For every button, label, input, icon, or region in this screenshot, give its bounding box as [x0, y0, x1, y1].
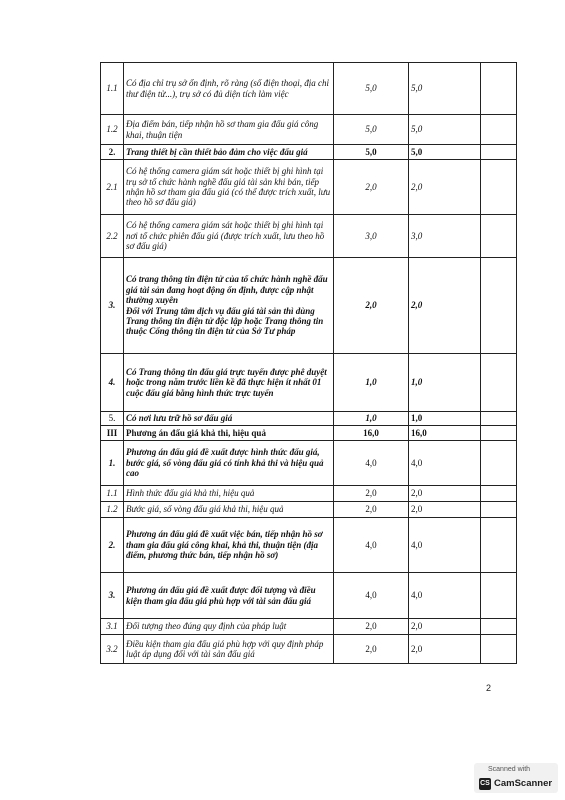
row-number: 2. [101, 518, 124, 573]
table-row [101, 354, 517, 412]
table-row [101, 145, 517, 160]
watermark-brand: CamScanner [494, 778, 553, 789]
table-row [101, 486, 517, 502]
row-number: 3. [101, 258, 124, 354]
blank-cell [481, 354, 517, 412]
given-score: 3,0 [409, 215, 481, 258]
blank-cell [481, 426, 517, 441]
blank-cell [481, 619, 517, 635]
criterion-text: Trang thiết bị cần thiết bảo đảm cho việc đấu giá [124, 145, 334, 160]
given-score: 4,0 [409, 441, 481, 486]
max-score: 4,0 [334, 441, 409, 486]
scoring-table [100, 62, 517, 664]
row-number: III [101, 426, 124, 441]
criterion-text: Điều kiện tham gia đấu giá phù hợp với quy định pháp luật áp dụng đối với tài sản đấu giá [124, 635, 334, 664]
blank-cell [481, 412, 517, 426]
max-score: 2,0 [334, 258, 409, 354]
given-score: 1,0 [409, 412, 481, 426]
watermark-caption: Scanned with [488, 766, 531, 773]
max-score: 1,0 [334, 412, 409, 426]
row-number: 2. [101, 145, 124, 160]
given-score: 5,0 [409, 63, 481, 115]
max-score: 2,0 [334, 619, 409, 635]
max-score: 5,0 [334, 115, 409, 145]
criterion-text: Có nơi lưu trữ hồ sơ đấu giá [124, 412, 334, 426]
criterion-text: Có hệ thống camera giám sát hoặc thiết bị ghi hình tại nơi tổ chức phiên đấu giá (được trích xuất, lưu theo hồ sơ đấu giá) [124, 215, 334, 258]
criterion-text: Có Trang thông tin đấu giá trực tuyến được phê duyệt hoặc trong năm trước liền kề đã thực hiện ít nhất 01 cuộc đấu giá bằng hình thức trực tuyến [124, 354, 334, 412]
blank-cell [481, 441, 517, 486]
given-score: 2,0 [409, 502, 481, 518]
row-number: 3.2 [101, 635, 124, 664]
table-row [101, 215, 517, 258]
table-row [101, 115, 517, 145]
blank-cell [481, 486, 517, 502]
row-number: 1.2 [101, 502, 124, 518]
given-score: 16,0 [409, 426, 481, 441]
max-score: 1,0 [334, 354, 409, 412]
table-row [101, 518, 517, 573]
criterion-text: Đối tượng theo đúng quy định của pháp luật [124, 619, 334, 635]
max-score: 2,0 [334, 160, 409, 215]
row-number: 3. [101, 573, 124, 619]
given-score: 4,0 [409, 518, 481, 573]
given-score: 5,0 [409, 145, 481, 160]
table-row [101, 63, 517, 115]
criterion-text: Phương án đấu giá đề xuất được đối tượng và điều kiện tham gia đấu giá phù hợp với tài sản đấu giá [124, 573, 334, 619]
criterion-text: Hình thức đấu giá khả thi, hiệu quả [124, 486, 334, 502]
row-number: 2.2 [101, 215, 124, 258]
given-score: 4,0 [409, 573, 481, 619]
page-number: 2 [486, 683, 492, 693]
given-score: 2,0 [409, 619, 481, 635]
max-score: 2,0 [334, 486, 409, 502]
table-row [101, 160, 517, 215]
blank-cell [481, 115, 517, 145]
criterion-text: Phương án đấu giá đề xuất việc bán, tiếp nhận hồ sơ tham gia đấu giá công khai, khả thi, thuận tiện (địa điểm, phương thức bán, tiếp nhận hồ sơ) [124, 518, 334, 573]
max-score: 2,0 [334, 502, 409, 518]
criterion-text-note: Đối với Trung tâm dịch vụ đấu giá tài sản thì dùng Trang thông tin điện tử độc lập hoặc Trang thông tin thuộc Cổng thông tin điện tử của Sở Tư pháp [126, 305, 324, 337]
blank-cell [481, 502, 517, 518]
max-score: 5,0 [334, 145, 409, 160]
max-score: 4,0 [334, 573, 409, 619]
blank-cell [481, 518, 517, 573]
table-row [101, 619, 517, 635]
max-score: 4,0 [334, 518, 409, 573]
row-number: 2.1 [101, 160, 124, 215]
blank-cell [481, 63, 517, 115]
table-row [101, 412, 517, 426]
table-row [101, 441, 517, 486]
criterion-text [124, 258, 334, 354]
criterion-text: Phương án đấu giá khả thi, hiệu quả [124, 426, 334, 441]
table-row [101, 635, 517, 664]
criterion-text-main: Có trang thông tin điện tử của tổ chức hành nghề đấu giá tài sản đang hoạt động ổn định, được cập nhật thường xuyên [126, 274, 328, 306]
blank-cell [481, 573, 517, 619]
camscanner-watermark [474, 763, 558, 793]
given-score: 2,0 [409, 160, 481, 215]
max-score: 2,0 [334, 635, 409, 664]
max-score: 16,0 [334, 426, 409, 441]
row-number: 3.1 [101, 619, 124, 635]
blank-cell [481, 258, 517, 354]
blank-cell [481, 635, 517, 664]
blank-cell [481, 145, 517, 160]
table-row [101, 258, 517, 354]
row-number: 1.1 [101, 486, 124, 502]
camscanner-logo-icon: CS [479, 778, 491, 790]
table-row [101, 426, 517, 441]
given-score: 2,0 [409, 486, 481, 502]
given-score: 2,0 [409, 258, 481, 354]
row-number: 1. [101, 441, 124, 486]
row-number: 1.2 [101, 115, 124, 145]
criterion-text: Địa điểm bán, tiếp nhận hồ sơ tham gia đấu giá công khai, thuận tiện [124, 115, 334, 145]
criterion-text: Bước giá, số vòng đấu giá khả thi, hiệu quả [124, 502, 334, 518]
criterion-text: Phương án đấu giá đề xuất được hình thức đấu giá, bước giá, số vòng đấu giá có tính khả thi và hiệu quả cao [124, 441, 334, 486]
blank-cell [481, 215, 517, 258]
given-score: 5,0 [409, 115, 481, 145]
row-number: 4. [101, 354, 124, 412]
blank-cell [481, 160, 517, 215]
given-score: 2,0 [409, 635, 481, 664]
max-score: 5,0 [334, 63, 409, 115]
given-score: 1,0 [409, 354, 481, 412]
table-row [101, 502, 517, 518]
max-score: 3,0 [334, 215, 409, 258]
criterion-text: Có địa chỉ trụ sở ổn định, rõ ràng (số điện thoại, địa chỉ thư điện tử...), trụ sở có đủ diện tích làm việc [124, 63, 334, 115]
criterion-text: Có hệ thống camera giám sát hoặc thiết bị ghi hình tại trụ sở tổ chức hành nghề đấu giá tài sản khi bán, tiếp nhận hồ sơ tham gia đấu giá (có thể được trích xuất, lưu theo hồ sơ đấu giá) [124, 160, 334, 215]
row-number: 5. [101, 412, 124, 426]
row-number: 1.1 [101, 63, 124, 115]
table-row [101, 573, 517, 619]
